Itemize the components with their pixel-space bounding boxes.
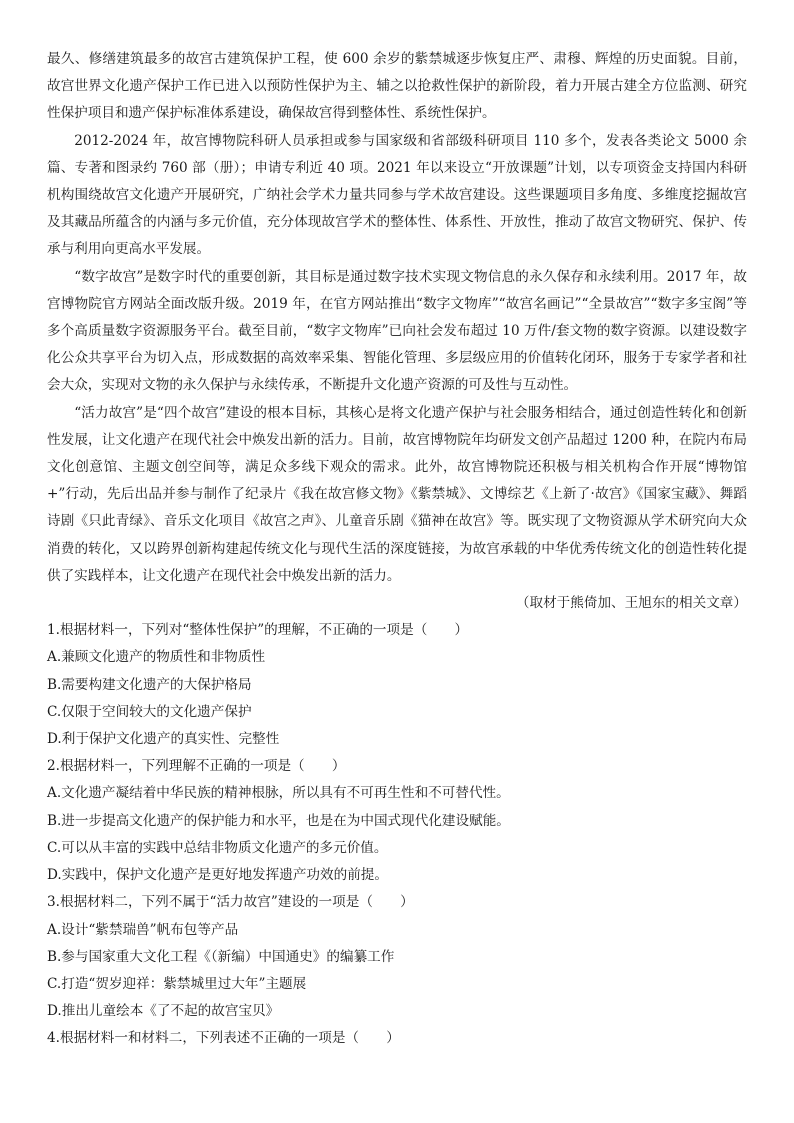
option-d: D.实践中，保护文化遗产是更好地发挥遗产功效的前提。 xyxy=(47,867,388,884)
option-d: D.推出儿童绘本《了不起的故宫宝贝》 xyxy=(47,1003,280,1020)
question-stem: 3.根据材料二，下列不属于“活力故宫”建设的一项是（ ） xyxy=(47,894,414,911)
paragraph-4: “活力故宫”是“四个故宫”建设的根本目标，其核心是将文化遗产保护与社会服务相结合，通过创造性转化和创新性发展，让文化遗产在现代社会中焕发出新的活力。目前，故宫博物院年均研发文创产品超过 1200 种，在院内布局文化创意馆、主题文创空间等，满足众多线下观众的需求。此外，故宫博物院还积极与相关机构合作开展“博物馆+”行动，先后出品并参与制作了纪录片《我在故宫修文物》《紫禁城》、文博综艺《上新了·故宫》《国家宝藏》、舞蹈诗剧《只此青绿》、音乐文化项目《故宫之声》、儿童音乐剧《猫神在故宫》等。既实现了文物资源从学术研究向大众消费的转化，又以跨界创新构建起传统文化与现代生活的深度链接，为故宫承载的中华优秀传统文化的创造性转化提供了实践样本，让文化遗产在现代社会中焕发出新的活力。 xyxy=(47,404,747,584)
question-stem: 2.根据材料一，下列理解不正确的一项是（ ） xyxy=(47,758,346,775)
option-a: A.文化遗产凝结着中华民族的精神根脉，所以具有不可再生性和不可替代性。 xyxy=(47,785,510,802)
paragraph-3: “数字故宫”是数字时代的重要创新，其目标是通过数字技术实现文物信息的永久保存和永续利用。2017 年，故宫博物院官方网站全面改版升级。2019 年，在官方网站推出“数字文物库”“故宫名画记”“全景故宫”“数字多宝阁”等多个高质量数字资源服务平台。截至目前，“数字文物库”已向社会发布超过 10 万件/套文物的数字资源。以建设数字化公众共享平台为切入点，形成数据的高效率采集、智能化管理、多层级应用的价值转化闭环，服务于专家学者和社会大众，实现对文物的永久保护与永续传承，不断提升文化遗产资源的可及性与互动性。 xyxy=(47,268,747,394)
option-c: C.仅限于空间较大的文化遗产保护 xyxy=(47,703,252,720)
option-b: B.进一步提高文化遗产的保护能力和水平，也是在为中国式现代化建设赋能。 xyxy=(47,812,510,829)
option-a: A.兼顾文化遗产的物质性和非物质性 xyxy=(47,649,266,666)
option-b: B.需要构建文化遗产的大保护格局 xyxy=(47,676,252,693)
option-d: D.利于保护文化遗产的真实性、完整性 xyxy=(47,731,280,748)
question-1 xyxy=(47,617,747,753)
question-3 xyxy=(47,889,747,1025)
question-2 xyxy=(47,753,747,889)
option-a: A.设计“紫禁瑞兽”帆布包等产品 xyxy=(47,921,239,938)
option-c: C.打造“贺岁迎祥：紫禁城里过大年”主题展 xyxy=(47,975,307,992)
option-b: B.参与国家重大文化工程《（新编）中国通史》的编纂工作 xyxy=(47,948,395,965)
question-stem: 1.根据材料一，下列对“整体性保护”的理解，不正确的一项是（ ） xyxy=(47,622,469,639)
paragraph-2: 2012-2024 年，故宫博物院科研人员承担或参与国家级和省部级科研项目 110 多个，发表各类论文 5000 余篇、专著和图录约 760 部（册）；申请专利近 40 项。2021 年以来设立“开放课题”计划，以专项资金支持国内科研机构围绕故宫文化遗产开展研究，广纳社会学术力量共同参与学术故宫建设。这些课题项目多角度、多维度挖掘故宫及其藏品所蕴含的内涵与多元价值，充分体现故宫学术的整体性、体系性、开放性，推动了故宫文物研究、保护、传承与利用向更高水平发展。 xyxy=(47,132,747,258)
paragraph-1: 最久、修缮建筑最多的故宫古建筑保护工程，使 600 余岁的紫禁城逐步恢复庄严、肃穆、辉煌的历史面貌。目前，故宫世界文化遗产保护工作已进入以预防性保护为主、辅之以抢救性保护的新阶段，着力开展古建全方位监测、研究性保护项目和遗产保护标准体系建设，确保故宫得到整体性、系统性保护。 xyxy=(47,51,747,122)
source-citation: （取材于熊倚加、王旭东的相关文章） xyxy=(515,595,747,612)
question-stem: 4.根据材料一和材料二，下列表述不正确的一项是（ ） xyxy=(47,1030,400,1047)
option-c: C.可以从丰富的实践中总结非物质文化遗产的多元价值。 xyxy=(47,839,388,856)
question-4 xyxy=(47,1025,747,1052)
